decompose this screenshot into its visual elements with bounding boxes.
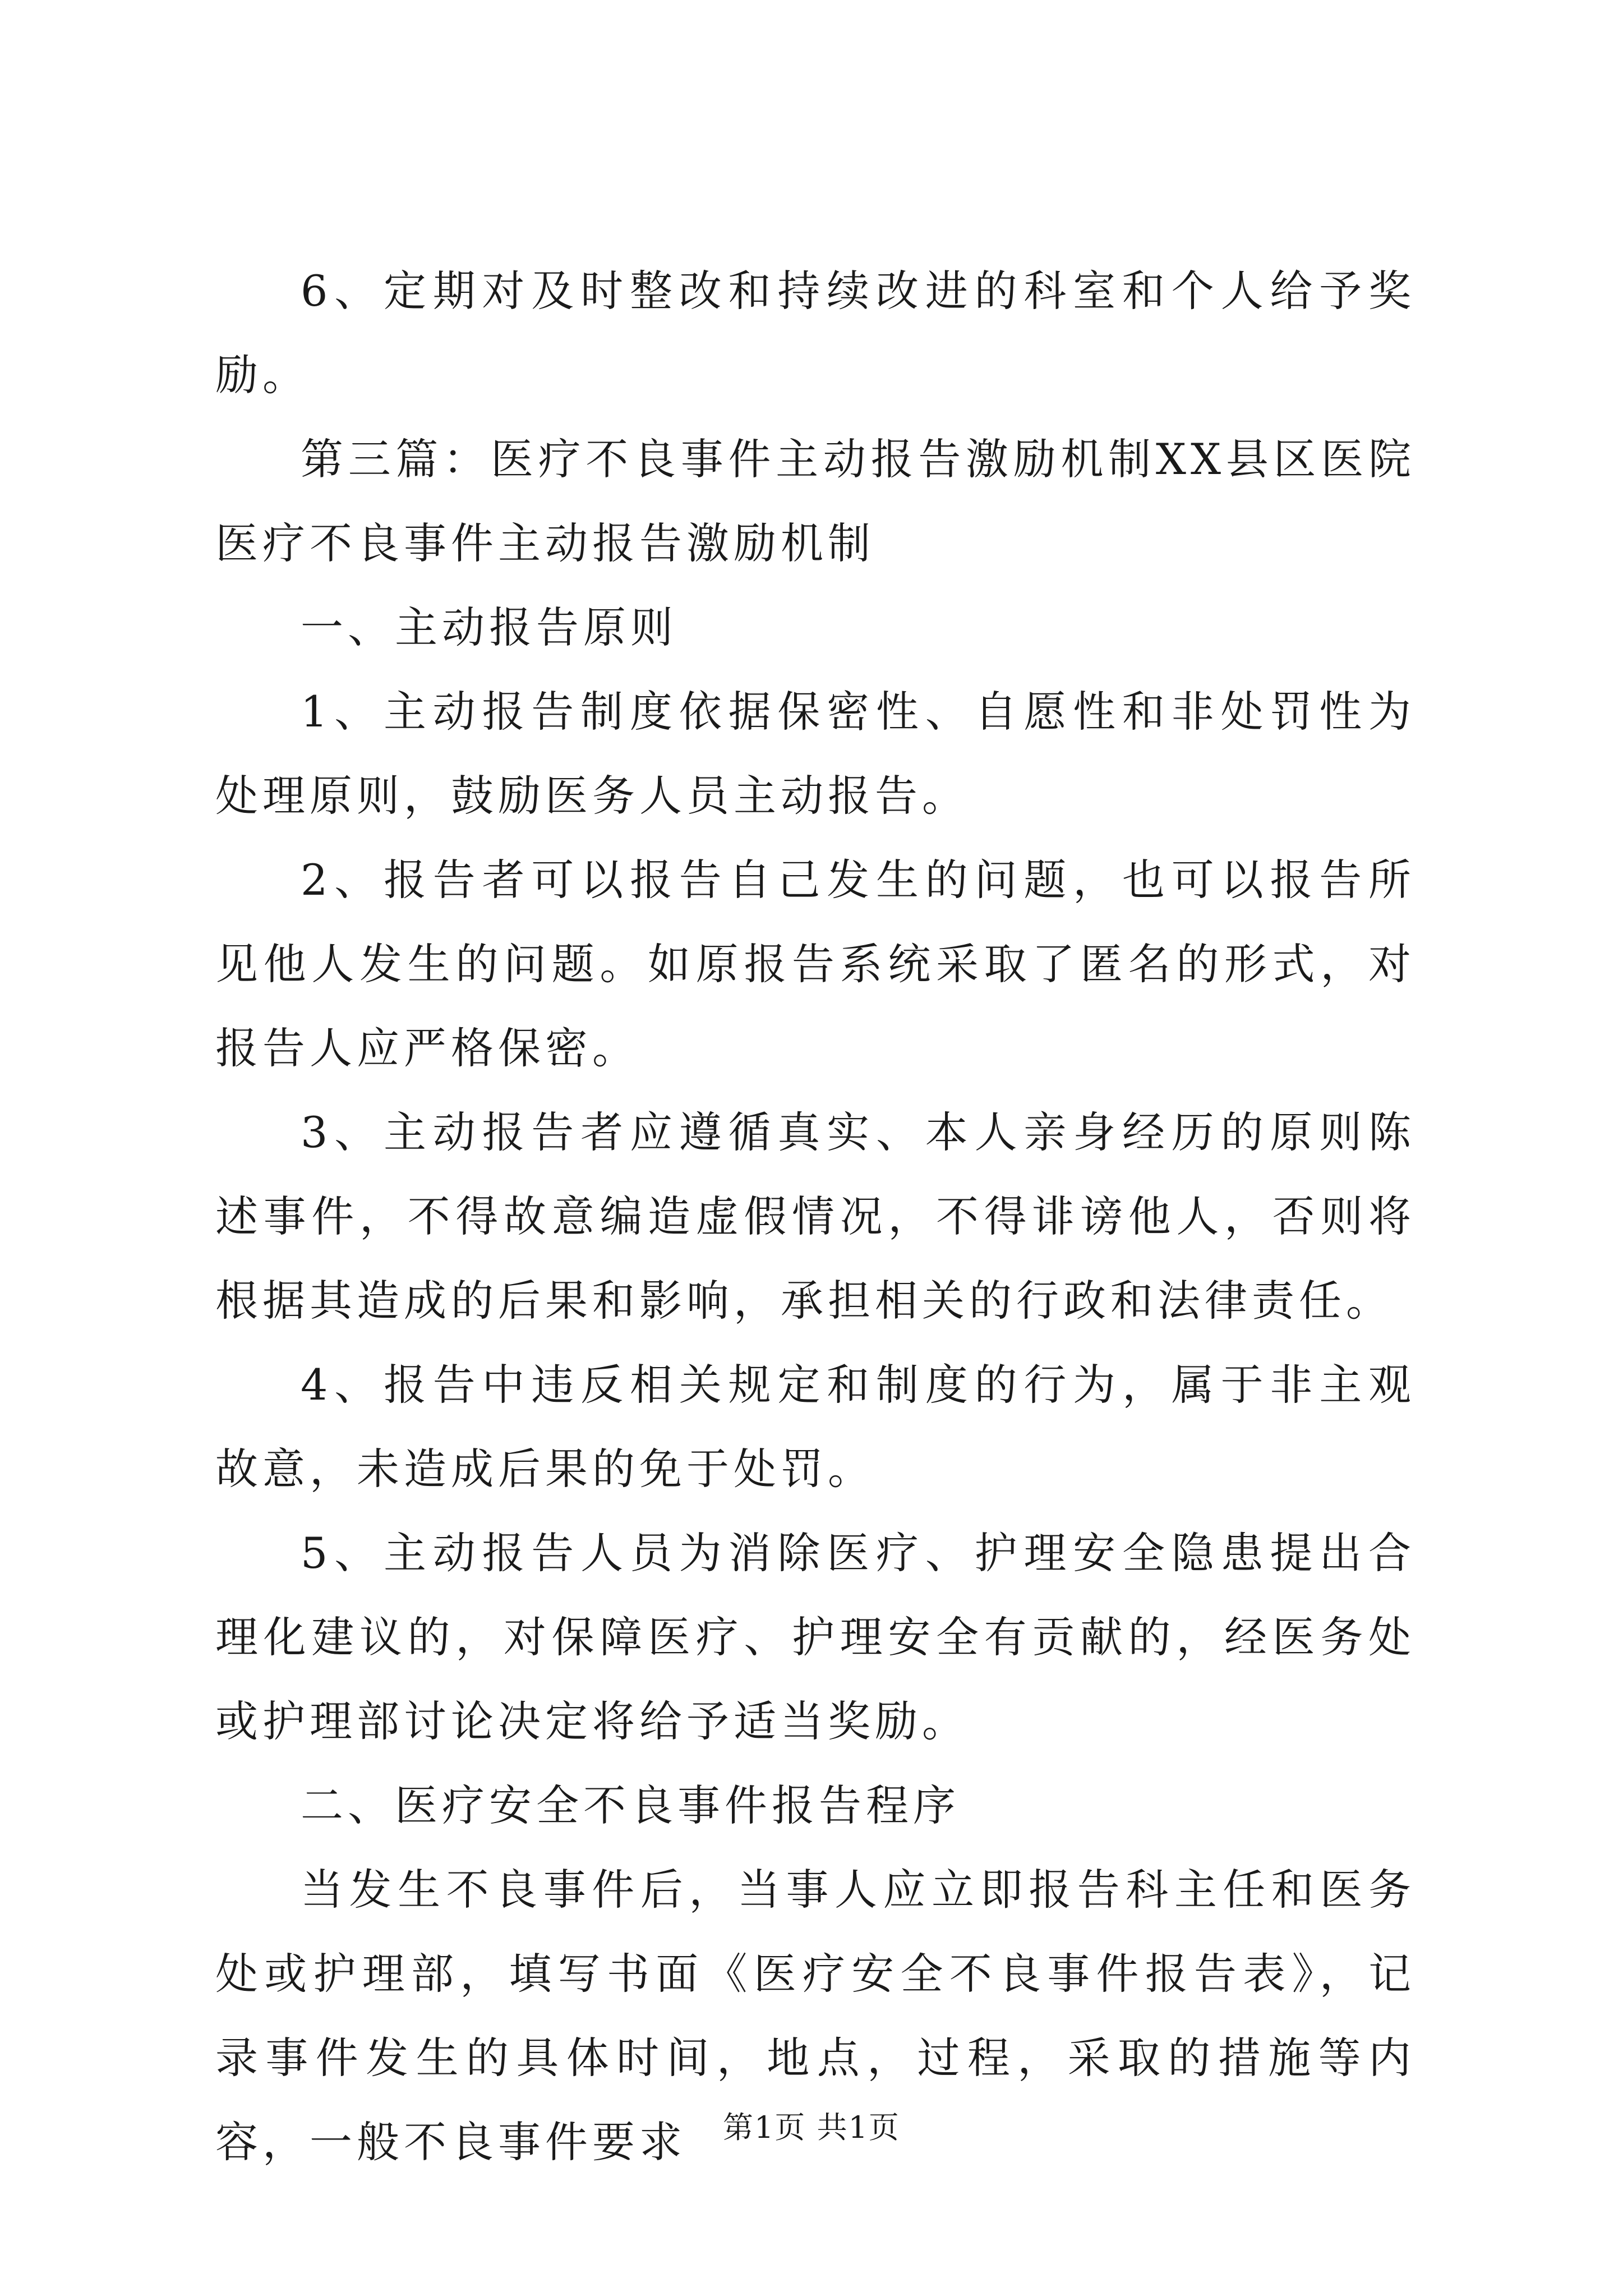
document-body [215, 249, 1415, 2184]
paragraph-principle-1: 1、主动报告制度依据保密性、自愿性和非处罚性为处理原则，鼓励医务人员主动报告。 [215, 687, 1415, 821]
paragraph-principle-3: 3、主动报告者应遵循真实、本人亲身经历的原则陈述事件，不得故意编造虚假情况，不得诽谤他人，否则将根据其造成的后果和影响，承担相关的行政和法律责任。 [215, 1107, 1415, 1326]
paragraph-principle-2: 2、报告者可以报告自己发生的问题，也可以报告所见他人发生的问题。如原报告系统采取了匿名的形式，对报告人应严格保密。 [215, 855, 1415, 1073]
page-number-footer: 第1页 共1页 [723, 2110, 900, 2145]
paragraph-procedure-text: 当发生不良事件后，当事人应立即报告科主任和医务处或护理部，填写书面《医疗安全不良事件报告表》，记录事件发生的具体时间，地点，过程，采取的措施等内容，一般不良事件要求 [215, 1865, 1415, 2167]
paragraph-principle-4: 4、报告中违反相关规定和制度的行为，属于非主观故意，未造成后果的免于处罚。 [215, 1360, 1415, 1494]
paragraph-principle-5: 5、主动报告人员为消除医疗、护理安全隐患提出合理化建议的，对保障医疗、护理安全有贡献的，经医务处或护理部讨论决定将给予适当奖励。 [215, 1528, 1415, 1746]
heading-reporting-procedure: 二、医疗安全不良事件报告程序 [301, 1780, 960, 1830]
heading-reporting-principles: 一、主动报告原则 [301, 602, 677, 652]
paragraph-section-three-title: 第三篇：医疗不良事件主动报告激励机制XX县区医院医疗不良事件主动报告激励机制 [215, 434, 1415, 568]
paragraph-reward-rule-6: 6、定期对及时整改和持续改进的科室和个人给予奖励。 [215, 266, 1415, 400]
